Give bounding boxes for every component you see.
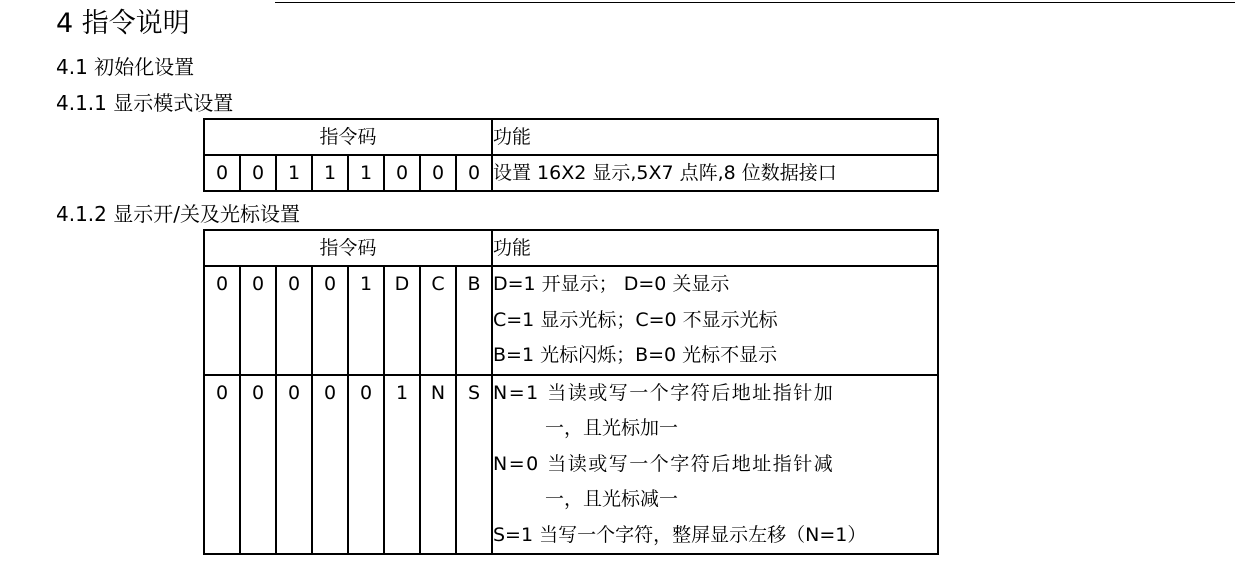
function-line: S=1 当写一个字符，整屏显示左移（N=1） [493, 523, 867, 546]
bit-value: 0 [323, 381, 337, 404]
display-mode-table [203, 118, 939, 192]
bit-cell [312, 266, 348, 375]
display-switch-heading: 4.1.2 显示开/关及光标设置 [56, 202, 300, 226]
bit-cell: 0 [204, 155, 240, 191]
bit-value: 0 [359, 381, 373, 404]
bit-value: 0 [251, 381, 265, 404]
bit-value: 0 [323, 273, 337, 295]
bit-cell [348, 266, 384, 375]
bit-cell [420, 266, 456, 375]
bit-cell [204, 266, 240, 375]
function-line: D=1 开显示； D=0 关显示 [493, 273, 730, 295]
bit-cell: 1 [348, 155, 384, 191]
table-row [204, 375, 938, 555]
bit-cell [276, 266, 312, 375]
function-cell [492, 266, 938, 375]
bit-value: B [467, 273, 481, 295]
bit-cell [384, 266, 420, 375]
display-mode-heading: 4.1.1 显示模式设置 [56, 91, 234, 115]
function-line: 一，且光标减一 [545, 488, 679, 510]
bit-cell [456, 266, 492, 375]
instruction-code-header: 指令码 [204, 119, 492, 155]
bit-value: 0 [215, 381, 229, 404]
bit-cell: 0 [420, 155, 456, 191]
header-rule [275, 2, 1235, 3]
bit-value: D [394, 273, 410, 295]
bit-value: 0 [287, 273, 301, 295]
bit-value: 0 [215, 273, 229, 295]
bit-value: S [467, 381, 481, 404]
function-line: N=0 当读或写一个字符后地址指针减 [493, 452, 835, 475]
table-header-row [204, 119, 938, 155]
bit-cell [204, 375, 240, 555]
section-heading: 4 指令说明 [56, 8, 190, 39]
bit-value: 0 [287, 381, 301, 404]
bit-cell [456, 375, 492, 555]
bit-cell [312, 375, 348, 555]
bit-cell [384, 375, 420, 555]
bit-cell: 0 [456, 155, 492, 191]
bit-value: 1 [395, 381, 409, 404]
bit-cell [420, 375, 456, 555]
bit-value: C [431, 273, 445, 295]
bit-value: N [430, 381, 446, 404]
function-line: B=1 光标闪烁；B=0 光标不显示 [493, 344, 778, 366]
bit-cell [348, 375, 384, 555]
bit-value: 0 [251, 273, 265, 295]
function-line: C=1 显示光标；C=0 不显示光标 [493, 308, 778, 331]
bit-cell: 1 [312, 155, 348, 191]
subsection-heading: 4.1 初始化设置 [56, 55, 195, 79]
bit-cell [240, 375, 276, 555]
bit-cell: 0 [384, 155, 420, 191]
instruction-code-header: 指令码 [204, 230, 492, 266]
bit-cell: 1 [276, 155, 312, 191]
function-line: 一，且光标加一 [545, 417, 679, 439]
bit-value: 1 [359, 273, 373, 295]
function-header: 功能 [492, 230, 938, 266]
bit-cell [276, 375, 312, 555]
table-row [204, 155, 938, 191]
bit-cell [240, 266, 276, 375]
function-header: 功能 [492, 119, 938, 155]
bit-cell: 0 [240, 155, 276, 191]
table-header-row [204, 230, 938, 266]
function-line: N=1 当读或写一个字符后地址指针加 [493, 381, 835, 404]
function-cell [492, 375, 938, 555]
display-switch-table [203, 229, 939, 555]
table-row [204, 266, 938, 375]
function-cell: 设置 16X2 显示,5X7 点阵,8 位数据接口 [492, 155, 938, 191]
